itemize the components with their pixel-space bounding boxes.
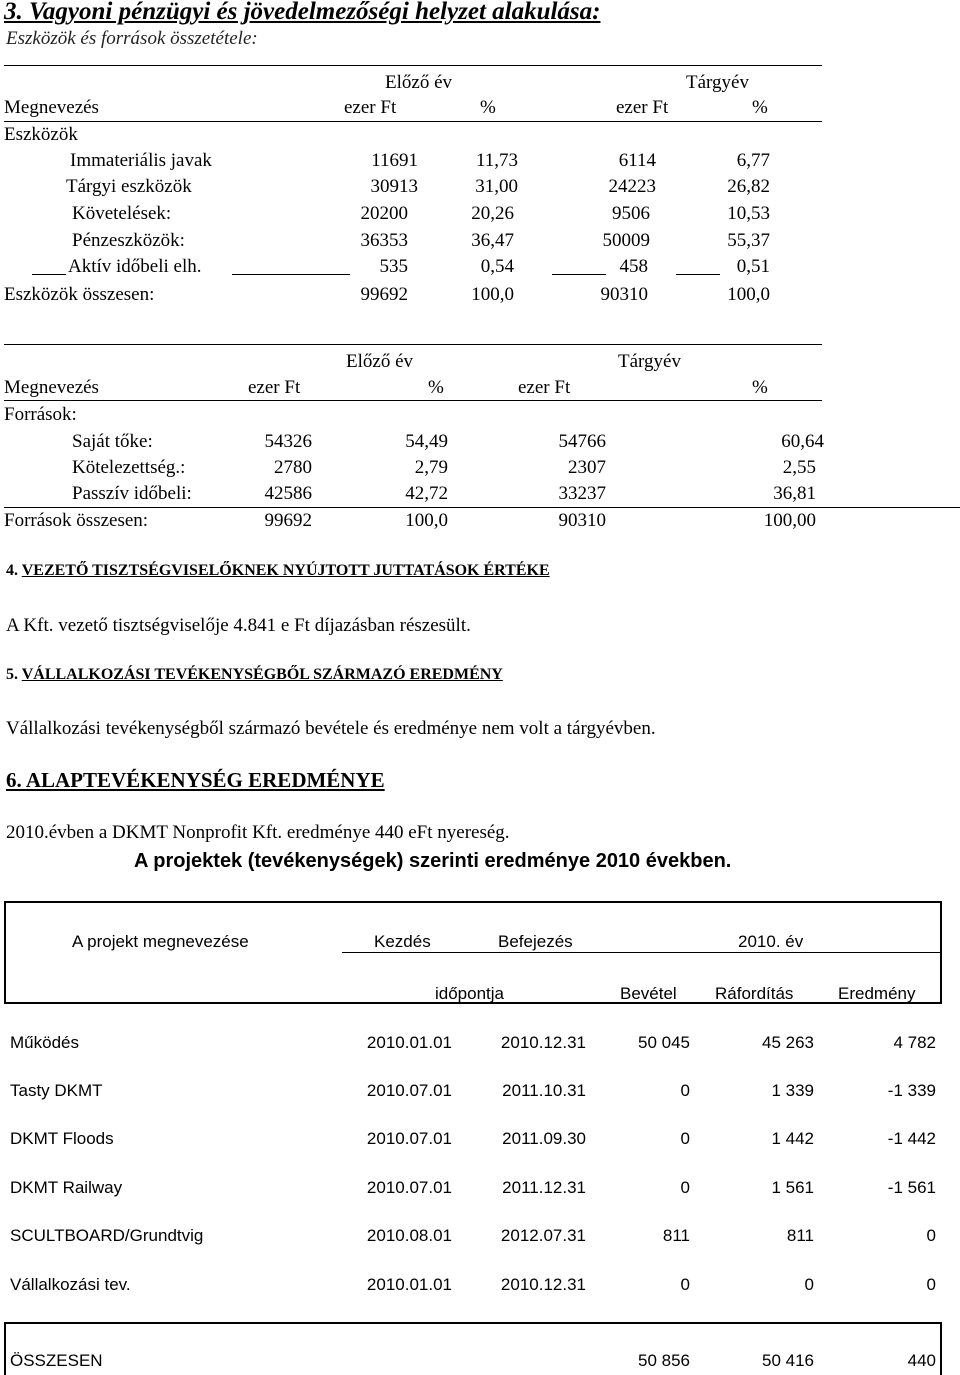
row-cost: 45 263 [762, 1033, 814, 1052]
projects-col-year: 2010. év [738, 932, 804, 951]
row-curr-pct: 0,51 [736, 256, 770, 277]
projects-col-income: Bevétel [620, 984, 677, 1003]
row-curr-ft: 54766 [558, 431, 606, 452]
row-income: 0 [680, 1081, 690, 1100]
total-curr-ft: 90310 [558, 510, 606, 531]
section-4-text: A Kft. vezető tisztségviselője 4.841 e Ft díjazásban részesült. [6, 615, 471, 636]
row-cost: 1 442 [771, 1129, 814, 1148]
projects-top-border [4, 901, 942, 903]
row-name: Immateriális javak [70, 150, 212, 171]
row-result: -1 339 [887, 1081, 936, 1100]
projects-col-name: A projekt megnevezése [72, 932, 249, 951]
row-curr-ft: 50009 [602, 230, 650, 251]
section-6-heading: 6. ALAPTEVÉKENYSÉG EREDMÉNYE [6, 768, 385, 792]
projects-mid-rule [342, 952, 942, 953]
row-prev-ft: 30913 [370, 176, 418, 197]
row-curr-pct: 55,37 [727, 230, 770, 251]
row-name: SCULTBOARD/Grundtvig [10, 1226, 204, 1245]
row-end: 2010.12.31 [500, 1275, 586, 1294]
liabilities-col-name: Megnevezés [4, 377, 99, 398]
row-prev-pct: 54,49 [405, 431, 448, 452]
row-name: Tárgyi eszközök [66, 176, 192, 197]
row-result: 0 [926, 1226, 936, 1245]
row-prev-ft: 36353 [360, 230, 408, 251]
projects-right-border-total [940, 1322, 942, 1375]
projects-left-border-total [4, 1322, 6, 1375]
row-income: 0 [680, 1129, 690, 1148]
liabilities-col-prev-ft: ezer Ft [248, 377, 301, 398]
row-curr-ft: 6114 [618, 150, 656, 171]
assets-top-rule [4, 65, 822, 66]
assets-prev-year: Előző év [385, 72, 453, 93]
row-prev-pct: 42,72 [405, 483, 448, 504]
total-curr-ft: 90310 [600, 284, 648, 305]
row-income: 811 [662, 1226, 690, 1245]
row-curr-ft: 458 [619, 256, 648, 277]
row-name: Tasty DKMT [10, 1081, 103, 1100]
total-prev-ft: 99692 [360, 284, 408, 305]
row-name: Passzív időbeli: [72, 483, 192, 504]
assets-col-name: Megnevezés [4, 97, 99, 118]
section-3-title: 3. Vagyoni pénzügyi és jövedelmezőségi helyzet alakulása: [4, 0, 601, 25]
row-curr-pct: 36,81 [773, 483, 816, 504]
row-curr-ft: 9506 [612, 203, 650, 224]
projects-col-result: Eredmény [838, 984, 916, 1003]
total-prev-pct: 100,0 [405, 510, 448, 531]
row-prev-ft: 2780 [274, 457, 312, 478]
row-curr-ft: 24223 [608, 176, 656, 197]
row-name: DKMT Floods [10, 1129, 114, 1148]
assets-group-label: Eszközök [4, 124, 78, 145]
section-3-subtitle: Eszközök és források összetétele: [6, 28, 258, 49]
liabilities-prev-year: Előző év [346, 351, 414, 372]
projects-left-border [4, 901, 6, 1003]
section-6-text: 2010.évben a DKMT Nonprofit Kft. eredménye 440 eFt nyereség. [6, 822, 510, 843]
liabilities-curr-year: Tárgyév [618, 351, 681, 372]
total-income: 50 856 [638, 1351, 690, 1370]
row-end: 2011.12.31 [502, 1178, 586, 1197]
section-4-number: 4. [6, 562, 18, 579]
row-prev-pct: 2,79 [414, 457, 448, 478]
row-end: 2011.10.31 [502, 1081, 586, 1100]
row-start: 2010.01.01 [366, 1033, 452, 1052]
assets-col-curr-pct: % [752, 97, 768, 118]
row-prev-pct: 31,00 [475, 176, 518, 197]
section-4-title: VEZETŐ TISZTSÉGVISELŐKNEK NYÚJTOTT JUTTATÁSOK ÉRTÉKE [21, 562, 550, 579]
row-curr-pct: 26,82 [727, 176, 770, 197]
section-5-heading [6, 666, 503, 684]
projects-col-start: Kezdés [374, 932, 431, 951]
row-name: Saját tőke: [72, 431, 153, 452]
total-curr-pct: 100,00 [763, 510, 816, 531]
row-prev-ft: 42586 [264, 483, 312, 504]
row-name: Pénzeszközök: [72, 230, 185, 251]
row-result: -1 442 [887, 1129, 936, 1148]
row-prev-ft: 535 [379, 256, 408, 277]
row-name: Követelések: [72, 203, 172, 224]
total-cost: 50 416 [762, 1351, 814, 1370]
row-start: 2010.07.01 [366, 1081, 452, 1100]
row-result: 4 782 [893, 1033, 936, 1052]
total-name: ÖSSZESEN [10, 1351, 103, 1370]
row-end: 2012.07.31 [500, 1226, 586, 1245]
liabilities-group-label: Források: [4, 404, 77, 425]
projects-col-end: Befejezés [498, 932, 573, 951]
assets-col-prev-pct: % [480, 97, 496, 118]
row-start: 2010.07.01 [366, 1129, 452, 1148]
liabilities-col-curr-ft: ezer Ft [518, 377, 571, 398]
row-cost: 0 [804, 1275, 814, 1294]
row-start: 2010.08.01 [366, 1226, 452, 1245]
row-start: 2010.07.01 [366, 1178, 452, 1197]
row-rule [32, 274, 66, 275]
row-start: 2010.01.01 [366, 1275, 452, 1294]
projects-title: A projektek (tevékenységek) szerinti eredménye 2010 években. [134, 850, 732, 872]
row-result: -1 561 [887, 1178, 936, 1197]
row-prev-ft: 20200 [360, 203, 408, 224]
row-income: 0 [680, 1275, 690, 1294]
row-income: 50 045 [638, 1033, 690, 1052]
total-result: 440 [907, 1351, 936, 1370]
liabilities-total-rule [4, 507, 960, 508]
row-income: 0 [680, 1178, 690, 1197]
liabilities-header-rule [4, 400, 822, 401]
liabilities-col-curr-pct: % [752, 377, 768, 398]
row-name: Aktív időbeli elh. [68, 256, 202, 277]
assets-col-prev-ft: ezer Ft [344, 97, 397, 118]
row-name: DKMT Railway [10, 1178, 123, 1197]
row-cost: 1 339 [771, 1081, 814, 1100]
row-prev-pct: 20,26 [471, 203, 514, 224]
section-5-text: Vállalkozási tevékenységből származó bevétele és eredménye nem volt a tárgyévben. [6, 718, 656, 739]
section-5-title: VÁLLALKOZÁSI TEVÉKENYSÉGBŐL SZÁRMAZÓ EREDMÉNY [21, 666, 503, 683]
row-name: Vállalkozási tev. [10, 1275, 131, 1294]
assets-col-curr-ft: ezer Ft [616, 97, 669, 118]
row-curr-pct: 10,53 [727, 203, 770, 224]
row-cost: 1 561 [771, 1178, 814, 1197]
row-curr-pct: 6,77 [736, 150, 770, 171]
assets-curr-year: Tárgyév [686, 72, 749, 93]
row-prev-pct: 0,54 [480, 256, 514, 277]
row-curr-pct: 60,64 [781, 431, 824, 452]
projects-total-rule [4, 1322, 942, 1324]
row-prev-pct: 11,73 [475, 150, 518, 171]
total-prev-ft: 99692 [264, 510, 312, 531]
row-end: 2011.09.30 [502, 1129, 586, 1148]
row-prev-ft: 11691 [371, 150, 418, 171]
row-curr-ft: 33237 [558, 483, 606, 504]
total-name: Eszközök összesen: [4, 284, 155, 305]
row-end: 2010.12.31 [500, 1033, 586, 1052]
row-prev-pct: 36,47 [471, 230, 514, 251]
liabilities-top-rule [4, 344, 822, 345]
row-curr-pct: 2,55 [782, 457, 816, 478]
total-curr-pct: 100,0 [727, 284, 770, 305]
row-name: Kötelezettség.: [72, 457, 186, 478]
liabilities-col-prev-pct: % [428, 377, 444, 398]
projects-col-time: időpontja [435, 984, 505, 1003]
projects-col-cost: Ráfordítás [715, 984, 794, 1003]
assets-header-rule [4, 121, 822, 122]
total-prev-pct: 100,0 [471, 284, 514, 305]
section-4-heading [6, 562, 550, 580]
row-prev-ft: 54326 [264, 431, 312, 452]
row-curr-ft: 2307 [568, 457, 606, 478]
total-name: Források összesen: [4, 510, 149, 531]
section-5-number: 5. [6, 666, 18, 683]
row-result: 0 [926, 1275, 936, 1294]
row-cost: 811 [786, 1226, 814, 1245]
row-name: Működés [10, 1033, 79, 1052]
